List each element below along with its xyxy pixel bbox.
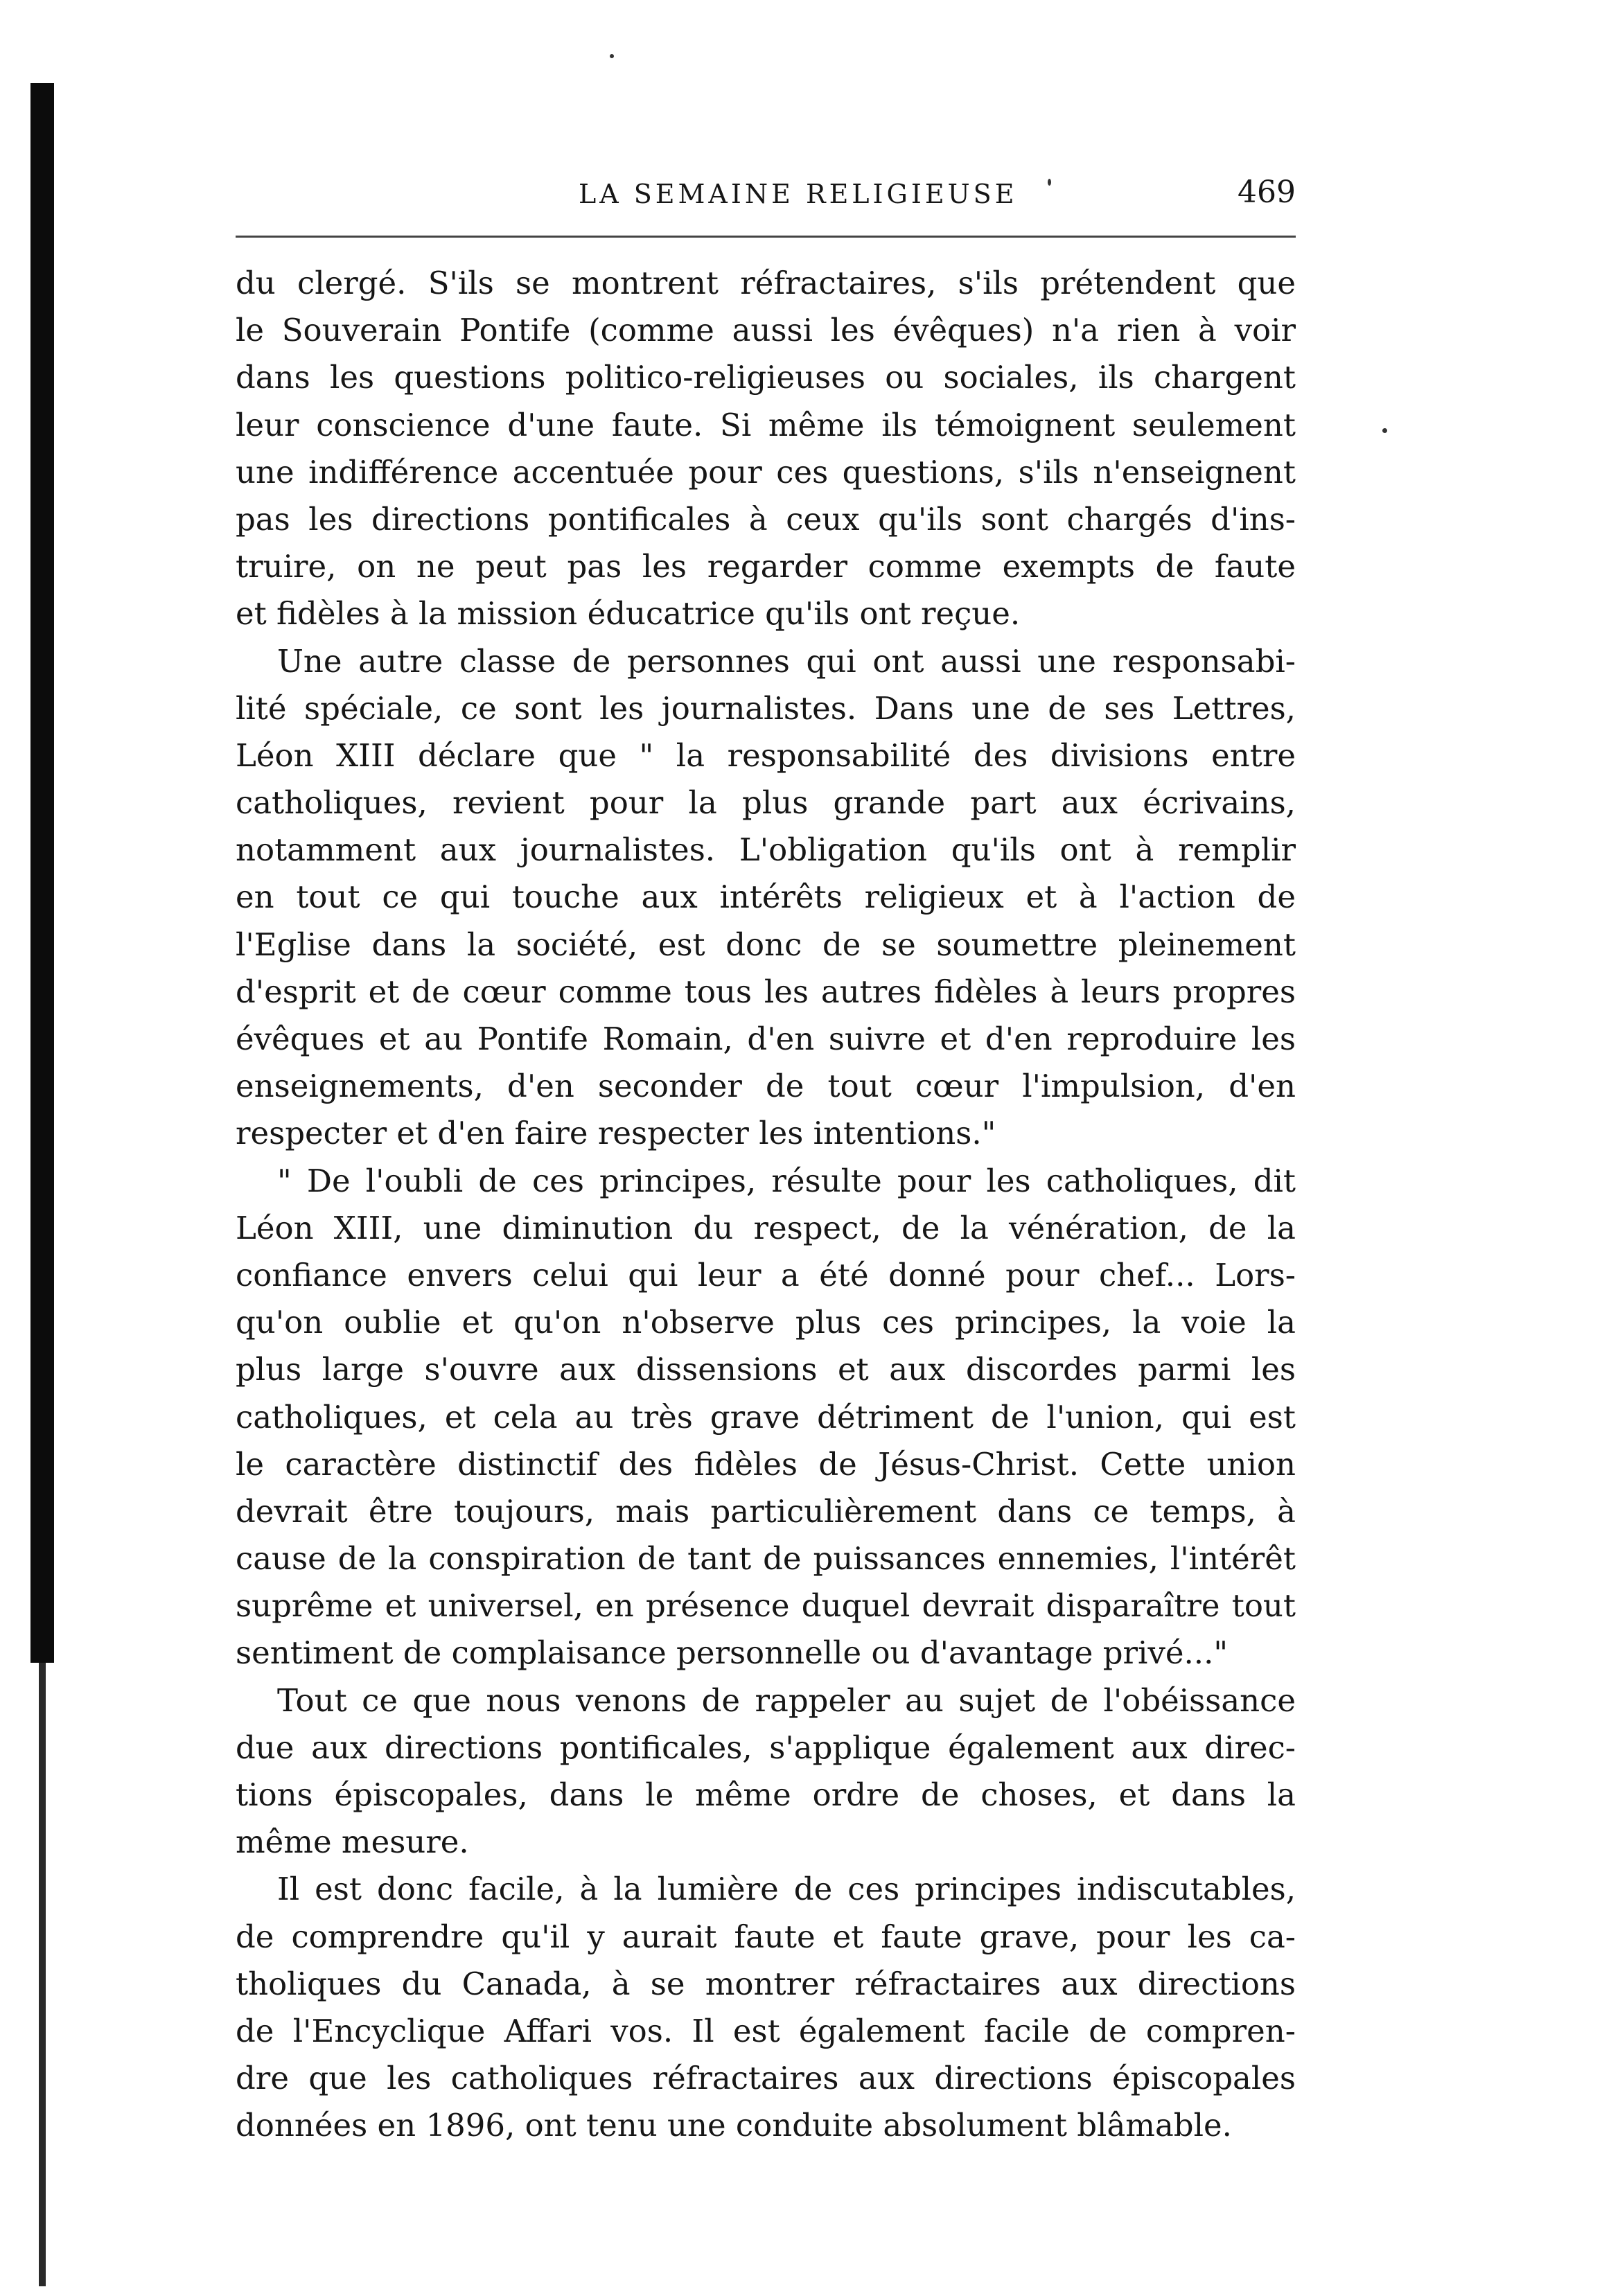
text-line: leur conscience d'une faute. Si même ils témoignent seulement	[236, 406, 1296, 443]
text-line: en tout ce qui touche aux intérêts religieux et à l'action de	[236, 878, 1296, 916]
text-line: tions épiscopales, dans le même ordre de choses, et dans la	[236, 1776, 1296, 1813]
text-line: due aux directions pontificales, s'applique également aux direc-	[236, 1729, 1296, 1766]
text-line: d'esprit et de cœur comme tous les autres fidèles à leurs propres	[236, 973, 1296, 1010]
text-line: qu'on oublie et qu'on n'observe plus ces principes, la voie la	[236, 1304, 1296, 1341]
text-line: Une autre classe de personnes qui ont aussi une responsabi-	[277, 642, 1296, 680]
text-line: catholiques, revient pour la plus grande part aux écrivains,	[236, 784, 1296, 822]
text-line: données en 1896, ont tenu une conduite absolument blâmable.	[236, 2107, 1232, 2144]
page-binding-edge	[30, 83, 54, 1663]
text-line: enseignements, d'en seconder de tout cœur l'impulsion, d'en	[236, 1068, 1296, 1105]
print-speck	[1382, 428, 1387, 433]
text-line: l'Eglise dans la société, est donc de se soumettre pleinement	[236, 926, 1296, 963]
text-line: respecter et d'en faire respecter les intentions."	[236, 1115, 996, 1152]
text-line: évêques et au Pontife Romain, d'en suivre et d'en reproduire les	[236, 1021, 1296, 1057]
text-line: " De l'oubli de ces principes, résulte pour les catholiques, dit	[277, 1162, 1296, 1199]
text-line: de comprendre qu'il y aurait faute et faute grave, pour les ca-	[236, 1918, 1296, 1955]
text-line: Tout ce que nous venons de rappeler au sujet de l'obéissance	[277, 1681, 1296, 1719]
text-line: Léon XIII déclare que " la responsabilité des divisions entre	[236, 736, 1296, 774]
print-speck	[610, 54, 614, 58]
text-line: et fidèles à la mission éducatrice qu'ils ont reçue.	[236, 595, 1021, 633]
text-line: lité spéciale, ce sont les journalistes. Dans une de ses Lettres,	[236, 689, 1296, 727]
text-line: le caractère distinctif des fidèles de Jésus-Christ. Cette union	[236, 1445, 1296, 1483]
header-rule	[236, 236, 1296, 238]
text-line: pas les directions pontificales à ceux qu'ils sont chargés d'ins-	[236, 500, 1296, 538]
page-header	[236, 175, 1296, 216]
text-line: Léon XIII, une diminution du respect, de la vénération, de la	[236, 1209, 1296, 1246]
text-line: Il est donc facile, à la lumière de ces principes indiscutables,	[277, 1871, 1296, 1908]
text-line: le Souverain Pontife (comme aussi les évêques) n'a rien à voir	[236, 312, 1296, 349]
body-text	[236, 260, 1296, 2150]
text-line: tholiques du Canada, à se montrer réfractaires aux directions	[236, 1965, 1296, 2002]
text-line: truire, on ne peut pas les regarder comme exempts de faute	[236, 548, 1296, 585]
text-line: de l'Encyclique Affari vos. Il est également facile de compren-	[236, 2012, 1296, 2049]
text-line: dre que les catholiques réfractaires aux directions épiscopales	[236, 2060, 1296, 2097]
text-line: notamment aux journalistes. L'obligation qu'ils ont à remplir	[236, 831, 1296, 869]
text-line: même mesure.	[236, 1823, 469, 1861]
text-line: sentiment de complaisance personnelle ou d'avantage privé..."	[236, 1634, 1229, 1672]
text-line: dans les questions politico-religieuses ou sociales, ils chargent	[236, 359, 1296, 396]
text-line: cause de la conspiration de tant de puissances ennemies, l'intérêt	[236, 1540, 1296, 1578]
text-line: suprême et universel, en présence duquel devrait disparaître tout	[236, 1587, 1296, 1625]
running-title: LA SEMAINE RELIGIEUSE	[579, 179, 1018, 209]
page-number: 469	[1238, 175, 1296, 210]
text-line: plus large s'ouvre aux dissensions et aux discordes parmi les	[236, 1351, 1296, 1388]
text-line: une indifférence accentuée pour ces questions, s'ils n'enseignent	[236, 453, 1296, 491]
text-line: devrait être toujours, mais particulièrement dans ce temps, à	[236, 1492, 1296, 1530]
text-line: catholiques, et cela au très grave détriment de l'union, qui est	[236, 1398, 1296, 1436]
text-line: confiance envers celui qui leur a été donné pour chef... Lors-	[236, 1256, 1296, 1293]
page-binding-shadow	[39, 1663, 46, 2286]
text-line: du clergé. S'ils se montrent réfractaires, s'ils prétendent que	[236, 265, 1296, 301]
